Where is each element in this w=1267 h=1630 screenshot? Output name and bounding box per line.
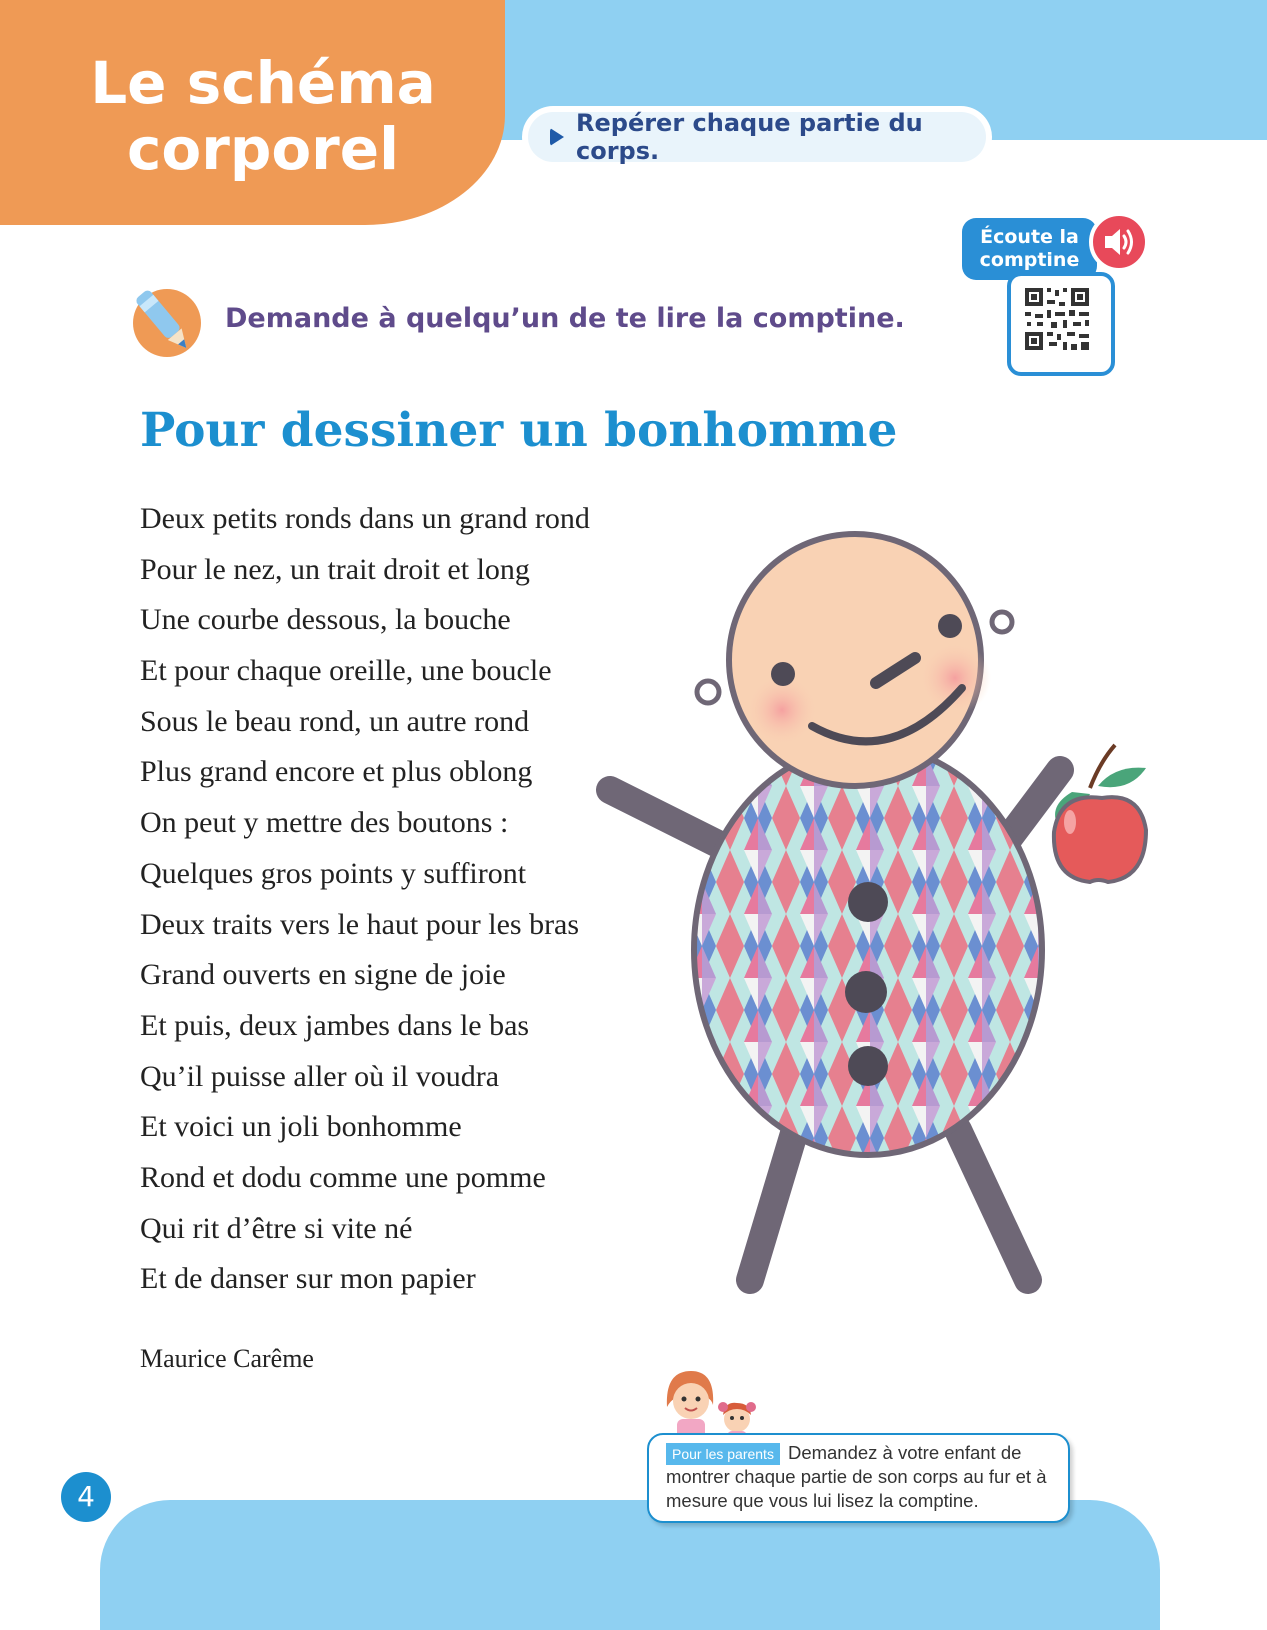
poem-author: Maurice Carême	[140, 1344, 314, 1373]
audio-label-line-2: comptine	[979, 249, 1080, 271]
title-line-1: Le schéma	[90, 49, 436, 117]
poem-line: Et voici un joli bonhomme	[140, 1110, 462, 1144]
poem-line: On peut y mettre des boutons :	[140, 806, 509, 840]
poem-line: Qui rit d’être si vite né	[140, 1211, 413, 1245]
poem-line: Pour le nez, un trait droit et long	[140, 552, 530, 586]
poem-line: Sous le beau rond, un autre rond	[140, 704, 530, 738]
poem-title: Pour dessiner un bonhomme	[140, 403, 898, 458]
poem-line: Et pour chaque oreille, une boucle	[140, 654, 552, 688]
title-line-2: corporel	[126, 115, 400, 183]
qr-code[interactable]	[1007, 272, 1115, 376]
instruction-text: Demande à quelqu’un de te lire la comptine.	[225, 303, 905, 334]
parents-text: Demandez à votre enfant de montrer chaque partie de son corps au fur et à mesure que vous lui lisez la comptine.	[666, 1442, 1047, 1511]
poem-line: Et puis, deux jambes dans le bas	[140, 1008, 530, 1042]
objective-pill	[522, 106, 992, 168]
bonhomme-illustration	[590, 530, 1170, 1310]
poem-line: Qu’il puisse aller où il voudra	[140, 1059, 500, 1093]
objective-text: Repérer chaque partie du corps.	[576, 109, 923, 165]
poem-line: Quelques gros points y suffiront	[140, 856, 527, 890]
audio-label-line-1: Écoute la	[980, 226, 1079, 248]
parents-note	[647, 1433, 1070, 1523]
page-number: 4	[61, 1472, 111, 1522]
poem-line: Rond et dodu comme une pomme	[140, 1160, 546, 1194]
poem-line: Et de danser sur mon papier	[140, 1262, 476, 1296]
parents-tag: Pour les parents	[666, 1443, 780, 1465]
speaker-icon[interactable]	[1089, 212, 1149, 272]
bullet-icon	[550, 128, 564, 146]
pencil-icon	[130, 285, 205, 365]
poem-line: Grand ouverts en signe de joie	[140, 958, 506, 992]
page-title	[63, 50, 463, 182]
poem-line: Deux petits ronds dans un grand rond	[140, 502, 590, 535]
poem-line: Deux traits vers le haut pour les bras	[140, 907, 580, 941]
audio-label	[962, 218, 1097, 280]
poem-line: Une courbe dessous, la bouche	[140, 603, 511, 637]
poem-line: Plus grand encore et plus oblong	[140, 755, 533, 789]
audio-qr-box[interactable]	[962, 210, 1157, 400]
